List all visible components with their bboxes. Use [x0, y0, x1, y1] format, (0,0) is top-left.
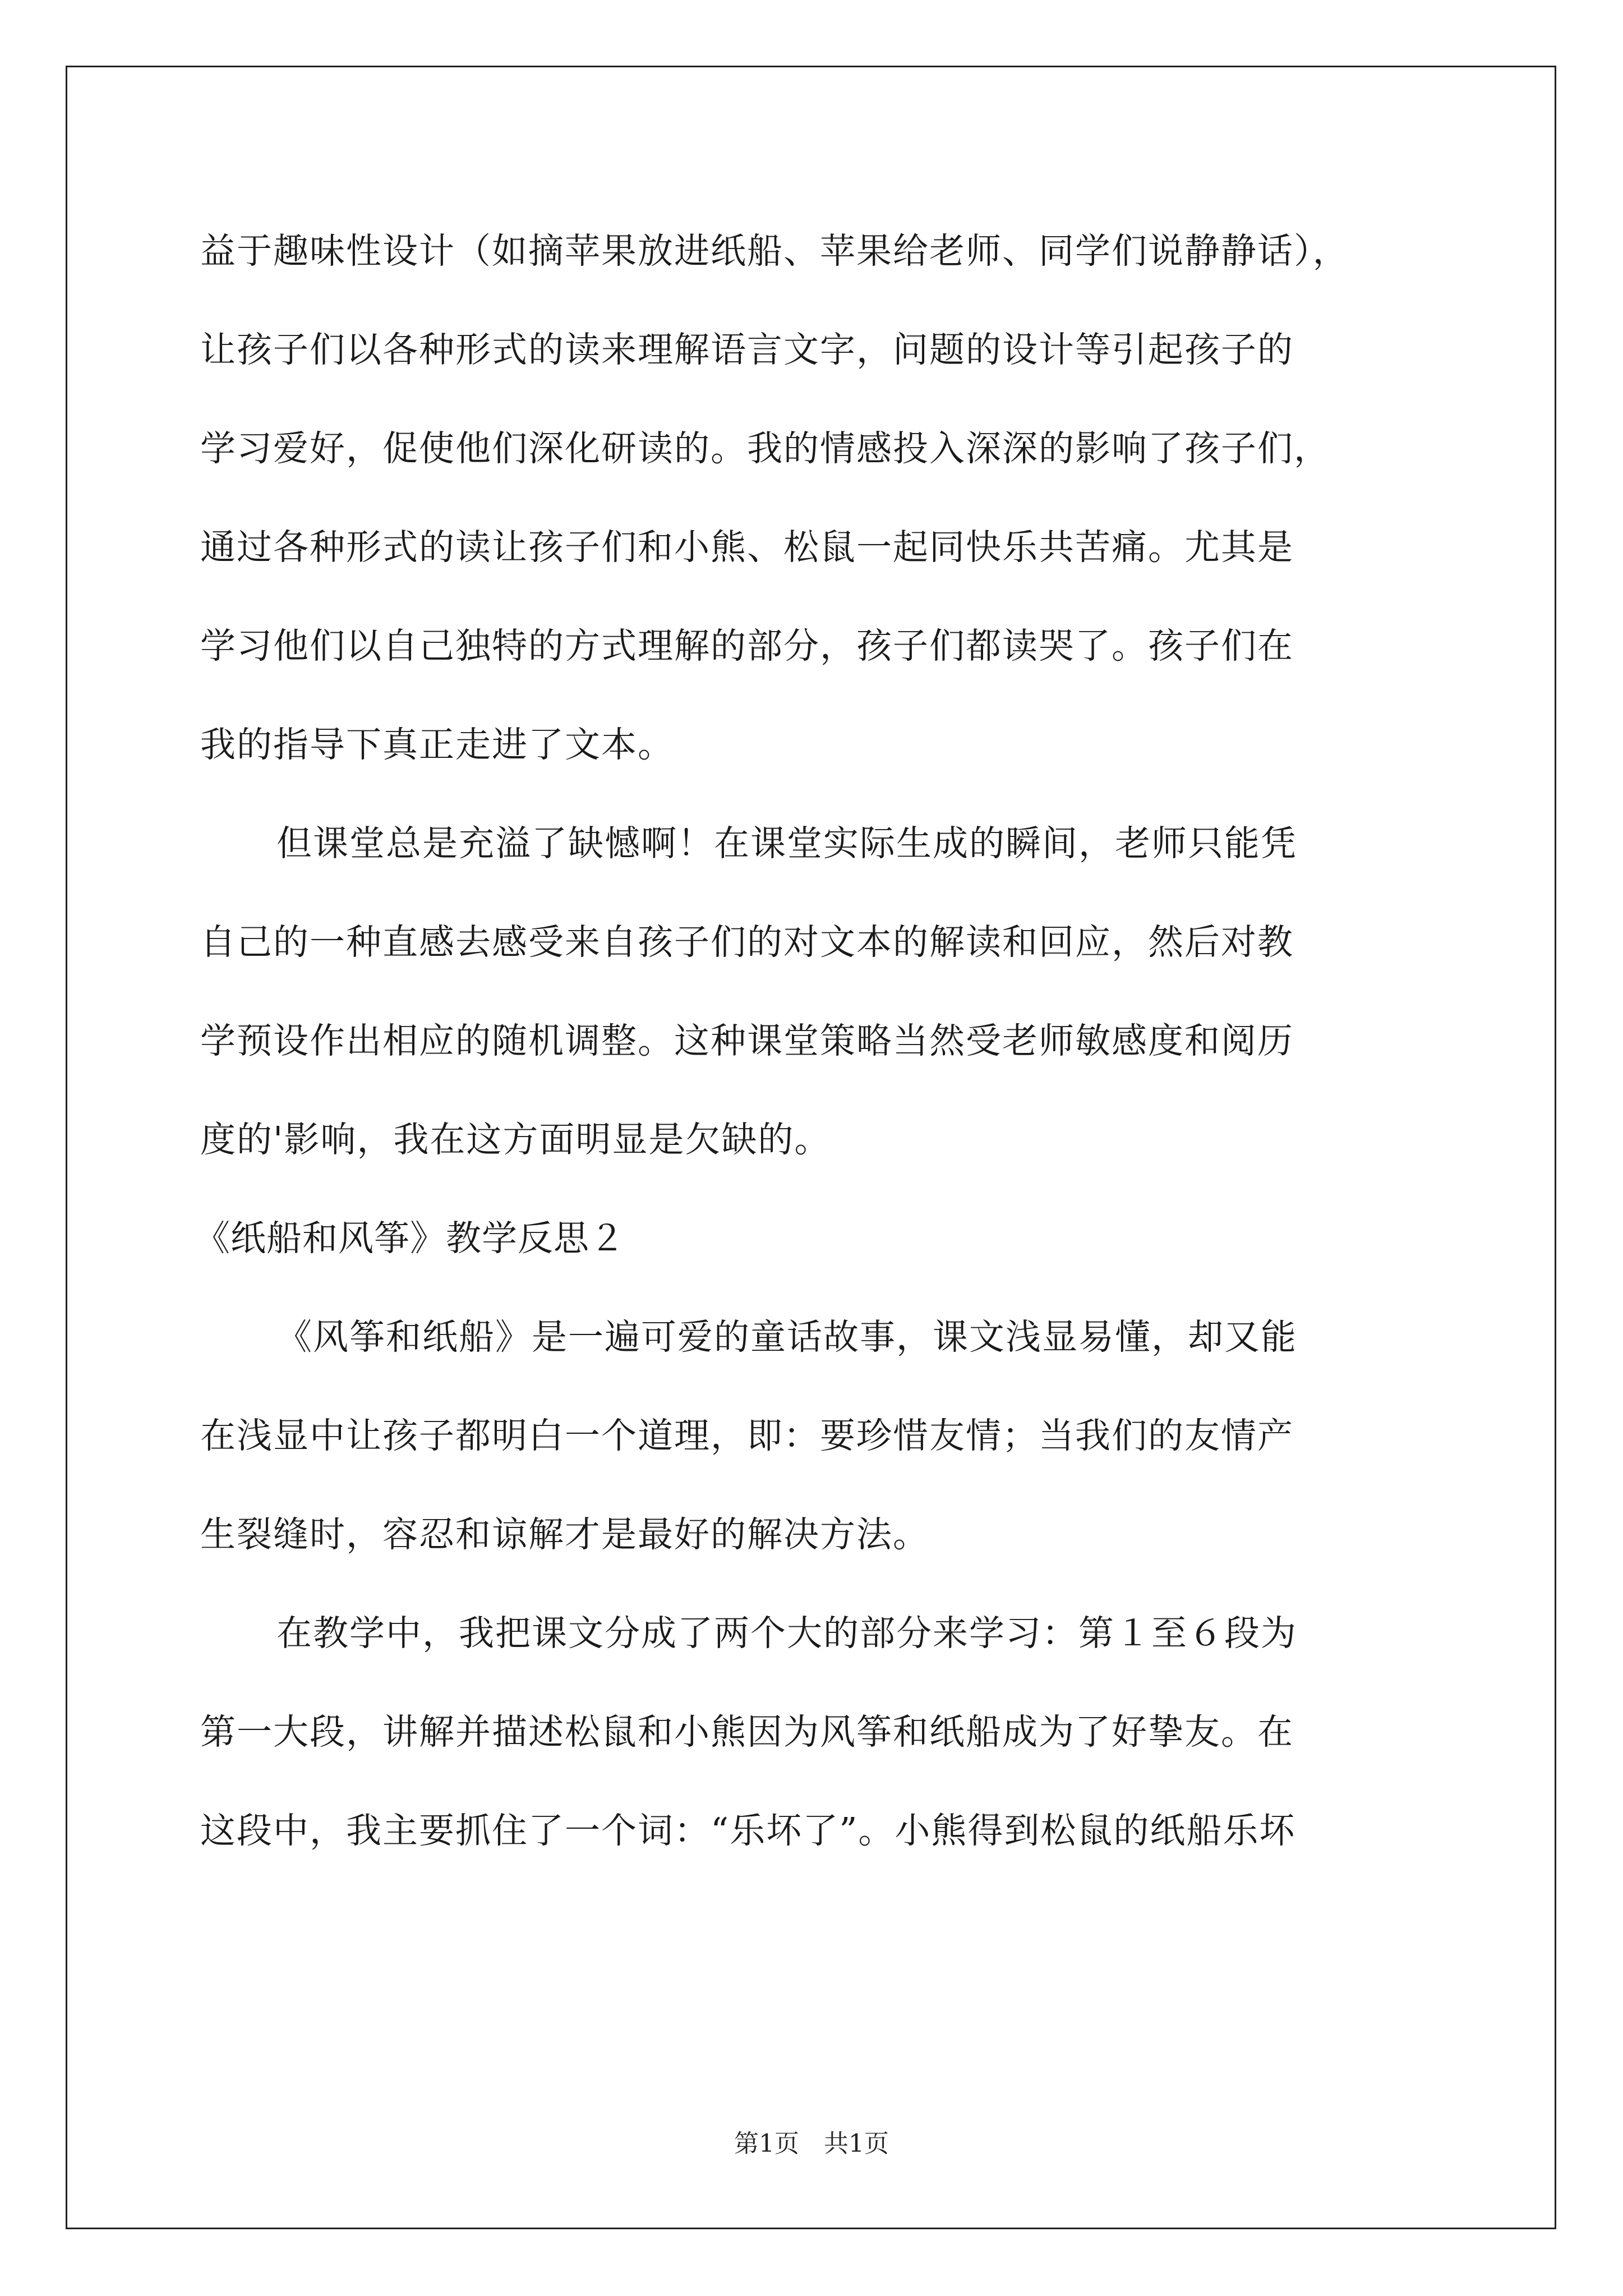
text-line: 自己的一种直感去感受来自孩子们的对文本的解读和回应，然后对教: [200, 922, 1294, 963]
text-line: 学预设作出相应的随机调整。这种课堂策略当然受老师敏感度和阅历: [200, 1020, 1294, 1061]
paragraph-first-line: 《风筝和纸船》是一遍可爱的童话故事，课文浅显易懂，却又能: [276, 1317, 1297, 1358]
text-line: 度的'影响，我在这方面明显是欠缺的。: [200, 1119, 831, 1160]
paragraph-first-line: 在教学中，我把课文分成了两个大的部分来学习：第１至６段为: [276, 1613, 1297, 1654]
page-total: 共1页: [824, 2129, 889, 2158]
text-line: 生裂缝时，容忍和谅解才是最好的解决方法。: [200, 1514, 929, 1555]
document-body: [195, 202, 1456, 1880]
text-line: 通过各种形式的读让孩子们和小熊、松鼠一起同快乐共苦痛。尤其是: [200, 527, 1294, 568]
text-line: 第一大段，讲解并描述松鼠和小熊因为风筝和纸船成为了好挚友。在: [200, 1711, 1294, 1752]
text-line: 学习爱好，促使他们深化研读的。我的情感投入深深的影响了孩子们，: [200, 428, 1330, 469]
text-line: 我的指导下真正走进了文本。: [200, 724, 674, 765]
paragraph-first-line: 但课堂总是充溢了缺憾啊！在课堂实际生成的瞬间，老师只能凭: [276, 823, 1297, 864]
text-line: 学习他们以自己独特的方式理解的部分，孩子们都读哭了。孩子们在: [200, 625, 1294, 666]
page-footer: [0, 2123, 1623, 2159]
text-line: 让孩子们以各种形式的读来理解语言文字，问题的设计等引起孩子的: [200, 329, 1294, 370]
section-heading: 《纸船和风筝》教学反思２: [195, 1218, 625, 1259]
text-line: 益于趣味性设计（如摘苹果放进纸船、苹果给老师、同学们说静静话），: [200, 231, 1349, 272]
text-line: 在浅显中让孩子都明白一个道理，即：要珍惜友情；当我们的友情产: [200, 1415, 1294, 1456]
page-number: 第1页: [734, 2129, 799, 2158]
text-line: 这段中，我主要抓住了一个词：“乐坏了”。小熊得到松鼠的纸船乐坏: [200, 1810, 1296, 1851]
